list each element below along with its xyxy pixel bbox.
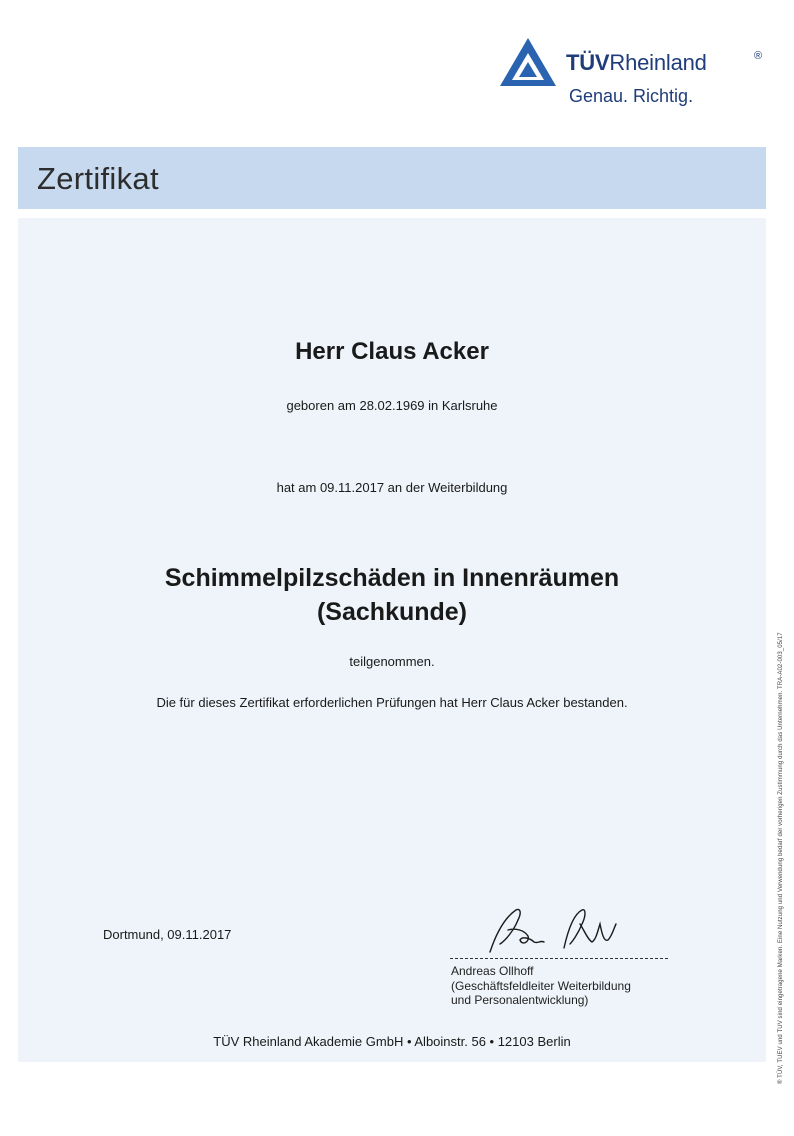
signatory-block — [451, 964, 631, 1008]
trademark-side-note: ® TÜV, TUEV und TUV sind eingetragene Marken. Eine Nutzung und Verwendung bedarf der vorherigen Zustimmung durch das Unternehmen. TRA-A02-003_05/17 — [778, 632, 784, 1084]
course-title-line-1: Schimmelpilzschäden in Innenräumen — [164, 564, 620, 592]
footer-address: TÜV Rheinland Akademie GmbH • Alboinstr. 56 • 12103 Berlin — [213, 1034, 571, 1049]
logo-brand-regular: Rheinland — [609, 50, 707, 75]
exam-passed-statement: Die für dieses Zertifikat erforderlichen Prüfungen hat Herr Claus Acker bestanden. — [156, 695, 628, 710]
tuv-triangle-icon — [500, 38, 556, 86]
recipient-name: Herr Claus Acker — [295, 338, 489, 365]
course-title — [18, 561, 766, 629]
place-and-date: Dortmund, 09.11.2017 — [103, 927, 232, 942]
logo-brand-name — [566, 50, 707, 76]
signature-line — [450, 958, 668, 959]
certificate-title: Zertifikat — [37, 161, 159, 196]
course-title-line-2: (Sachkunde) — [316, 598, 468, 626]
logo-registered-mark: ® — [754, 50, 763, 62]
logo-slogan: Genau. Richtig. — [569, 86, 694, 106]
title-band — [18, 147, 766, 209]
participated-text: teilgenommen. — [349, 654, 435, 669]
signatory-role-line-1: (Geschäftsfeldleiter Weiterbildung — [451, 978, 631, 993]
birth-info: geboren am 28.02.1969 in Karlsruhe — [286, 398, 498, 413]
participation-intro: hat am 09.11.2017 an der Weiterbildung — [276, 480, 508, 495]
logo-brand-bold: TÜV — [566, 50, 610, 75]
tuv-rheinland-logo — [500, 36, 770, 116]
signatory-role-line-2: und Personalentwicklung) — [451, 993, 589, 1007]
handwritten-signature — [472, 900, 622, 960]
signatory-name: Andreas Ollhoff — [451, 964, 534, 978]
